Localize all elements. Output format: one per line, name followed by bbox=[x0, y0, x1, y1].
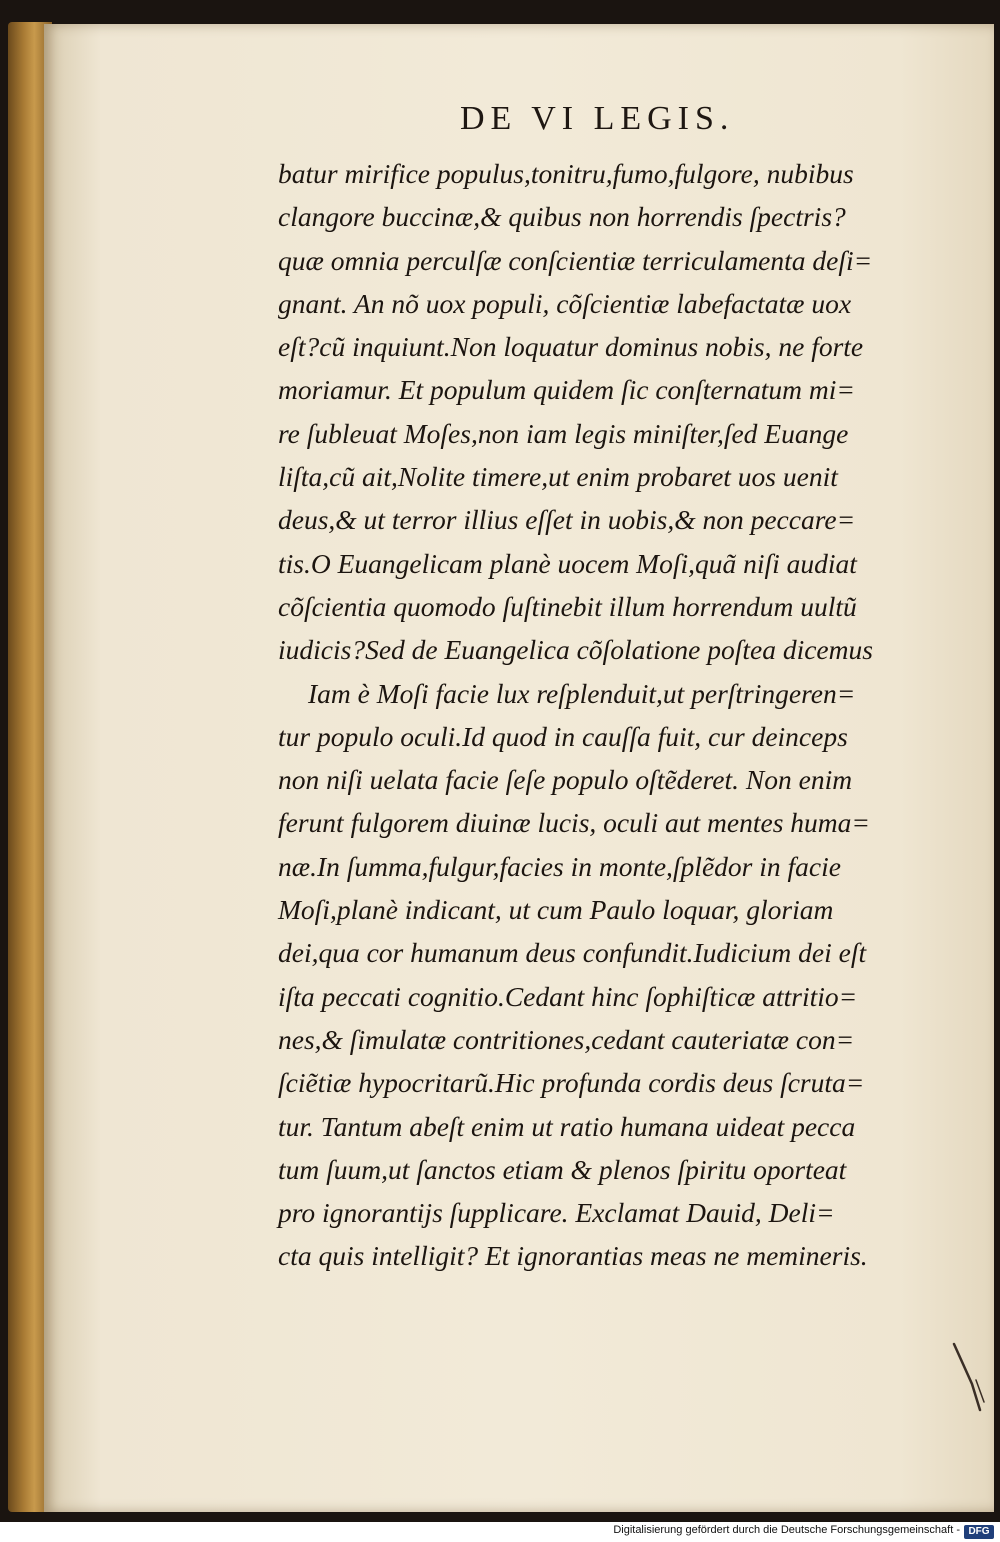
text-line: deus,& ut terror illius eſſet in uobis,& non peccare= bbox=[278, 504, 856, 536]
text-line: cõſcientia quomodo ſuſtinebit illum horrendum uultũ bbox=[278, 590, 857, 622]
text-block bbox=[278, 152, 928, 1278]
ink-stroke-mark bbox=[950, 1340, 990, 1420]
text-line: iudicis?Sed de Euangelica cõſolatione poſtea dicemus bbox=[278, 634, 873, 666]
text-line: tur populo oculi.Id quod in cauſſa fuit, cur deinceps bbox=[278, 720, 848, 752]
text-line: pro ignorantijs ſupplicare. Exclamat Dauid, Deli= bbox=[278, 1197, 835, 1229]
text-line: tis.O Euangelicam planè uocem Moſi,quã niſi audiat bbox=[278, 547, 857, 579]
text-line: cta quis intelligit? Et ignorantias meas ne memineris. bbox=[278, 1240, 868, 1272]
text-line: næ.In ſumma,fulgur,facies in monte,ſplẽdor in facie bbox=[278, 850, 841, 882]
text-line: eſt?cũ inquiunt.Non loquatur dominus nobis, ne forte bbox=[278, 331, 864, 363]
text-line: Iam è Moſi facie lux reſplenduit,ut perſtringeren= bbox=[308, 677, 856, 709]
text-line: dei,qua cor humanum deus confundit.Iudicium dei eſt bbox=[278, 937, 867, 969]
text-line: liſta,cũ ait,Nolite timere,ut enim probaret uos uenit bbox=[278, 461, 838, 493]
text-line: ſciẽtiæ hypocritarũ.Hic profunda cordis deus ſcruta= bbox=[278, 1067, 865, 1099]
text-line: Moſi,planè indicant, ut cum Paulo loquar, gloriam bbox=[278, 894, 834, 926]
text-line: clangore buccinæ,& quibus non horrendis ſpectris? bbox=[278, 201, 846, 233]
running-head: DE VI LEGIS. bbox=[460, 100, 735, 137]
text-line: nes,& ſimulatæ contritiones,cedant cauteriatæ con= bbox=[278, 1023, 855, 1055]
text-line: tur. Tantum abeſt enim ut ratio humana uideat pecca bbox=[278, 1110, 856, 1142]
text-line: non niſi uelata facie ſeſe populo oſtẽderet. Non enim bbox=[278, 764, 853, 796]
text-line: re ſubleuat Moſes,non iam legis miniſter,ſed Euange bbox=[278, 417, 849, 449]
text-line: ferunt fulgorem diuinæ lucis, oculi aut mentes huma= bbox=[278, 807, 870, 839]
text-line: gnant. An nõ uox populi, cõſcientiæ labefactatæ uox bbox=[278, 287, 852, 319]
dfg-logo: DFG bbox=[964, 1525, 994, 1539]
text-line: moriamur. Et populum quidem ſic conſternatum mi= bbox=[278, 374, 855, 406]
text-line: tum ſuum,ut ſanctos etiam & plenos ſpiritu oporteat bbox=[278, 1153, 847, 1185]
text-line: quæ omnia perculſæ conſcientiæ terriculamenta deſi= bbox=[278, 244, 873, 276]
text-line: iſta peccati cognitio.Cedant hinc ſophiſticæ attritio= bbox=[278, 980, 858, 1012]
footer-bar bbox=[0, 1522, 1000, 1542]
text-line: batur mirifice populus,tonitru,fumo,fulgore, nubibus bbox=[278, 158, 854, 189]
footer-credit: Digitalisierung gefördert durch die Deutsche Forschungsgemeinschaft - bbox=[613, 1524, 960, 1536]
